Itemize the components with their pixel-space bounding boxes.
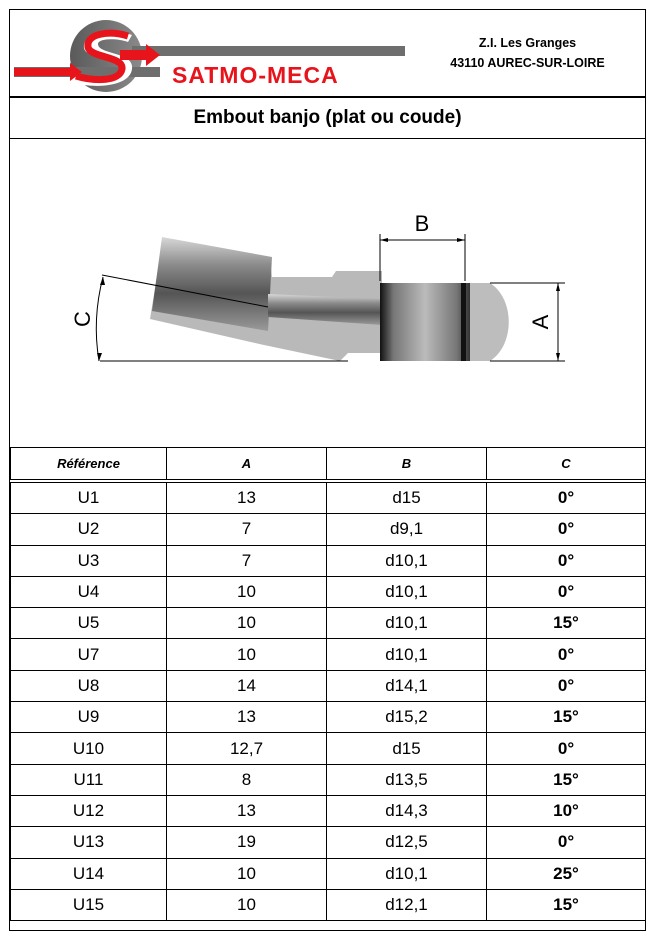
banjo-ring xyxy=(380,283,470,361)
cell-a: 7 xyxy=(167,514,327,545)
cell-reference: U14 xyxy=(11,858,167,889)
cell-b: d10,1 xyxy=(327,545,487,576)
table-header-row xyxy=(11,448,646,482)
table-row xyxy=(11,733,646,764)
cell-b: d13,5 xyxy=(327,764,487,795)
cell-b: d12,1 xyxy=(327,889,487,920)
table-row xyxy=(11,827,646,858)
cell-c: 0° xyxy=(487,545,646,576)
table-row xyxy=(11,889,646,920)
table-row xyxy=(11,576,646,607)
cell-reference: U2 xyxy=(11,514,167,545)
banjo-diagram xyxy=(10,139,645,447)
cell-c: 10° xyxy=(487,795,646,826)
table-row xyxy=(11,858,646,889)
cell-reference: U7 xyxy=(11,639,167,670)
cell-c: 15° xyxy=(487,608,646,639)
document-frame xyxy=(9,9,646,931)
cell-reference: U4 xyxy=(11,576,167,607)
cell-a: 8 xyxy=(167,764,327,795)
banjo-end xyxy=(470,283,509,361)
cell-a: 13 xyxy=(167,795,327,826)
cell-c: 15° xyxy=(487,702,646,733)
cell-reference: U3 xyxy=(11,545,167,576)
table-row xyxy=(11,639,646,670)
cell-c: 0° xyxy=(487,481,646,514)
cell-reference: U13 xyxy=(11,827,167,858)
cell-c: 0° xyxy=(487,827,646,858)
cell-b: d10,1 xyxy=(327,639,487,670)
cell-b: d12,5 xyxy=(327,827,487,858)
technical-drawing xyxy=(10,139,645,447)
table-row xyxy=(11,481,646,514)
cell-a: 10 xyxy=(167,576,327,607)
cell-reference: U9 xyxy=(11,702,167,733)
cell-c: 15° xyxy=(487,764,646,795)
table-row xyxy=(11,670,646,701)
table-row xyxy=(11,702,646,733)
document-title: Embout banjo (plat ou coude) xyxy=(193,107,462,128)
cell-reference: U10 xyxy=(11,733,167,764)
cell-a: 19 xyxy=(167,827,327,858)
cell-a: 13 xyxy=(167,481,327,514)
cell-a: 12,7 xyxy=(167,733,327,764)
letterhead xyxy=(10,10,645,98)
cell-reference: U8 xyxy=(11,670,167,701)
header-c: C xyxy=(487,448,646,482)
cell-c: 0° xyxy=(487,514,646,545)
cell-b: d15,2 xyxy=(327,702,487,733)
table-row xyxy=(11,764,646,795)
table-row xyxy=(11,795,646,826)
cell-reference: U12 xyxy=(11,795,167,826)
cell-reference: U15 xyxy=(11,889,167,920)
header-b: B xyxy=(327,448,487,482)
cell-b: d15 xyxy=(327,733,487,764)
cell-c: 0° xyxy=(487,576,646,607)
cell-b: d10,1 xyxy=(327,608,487,639)
cell-b: d15 xyxy=(327,481,487,514)
cell-b: d9,1 xyxy=(327,514,487,545)
cell-b: d14,3 xyxy=(327,795,487,826)
table-row xyxy=(11,545,646,576)
table-row xyxy=(11,514,646,545)
table-row xyxy=(11,608,646,639)
dimension-b-label: B xyxy=(414,211,430,236)
dimension-a-label: A xyxy=(527,314,553,330)
cell-a: 7 xyxy=(167,545,327,576)
cell-a: 13 xyxy=(167,702,327,733)
header-reference: Référence xyxy=(11,448,167,482)
dimension-c-label: C xyxy=(69,311,95,327)
cell-c: 0° xyxy=(487,733,646,764)
cell-c: 0° xyxy=(487,670,646,701)
header-a: A xyxy=(167,448,327,482)
cell-a: 14 xyxy=(167,670,327,701)
cell-reference: U1 xyxy=(11,481,167,514)
cell-b: d14,1 xyxy=(327,670,487,701)
cell-b: d10,1 xyxy=(327,858,487,889)
cell-reference: U5 xyxy=(11,608,167,639)
cell-a: 10 xyxy=(167,858,327,889)
address-line-2: 43110 AUREC-SUR-LOIRE xyxy=(450,56,605,70)
company-name: SATMO-MECA xyxy=(172,62,339,88)
cell-c: 0° xyxy=(487,639,646,670)
dimensions-table xyxy=(10,447,645,921)
cell-a: 10 xyxy=(167,608,327,639)
title-band xyxy=(10,98,645,139)
cell-a: 10 xyxy=(167,889,327,920)
cell-b: d10,1 xyxy=(327,576,487,607)
cell-reference: U11 xyxy=(11,764,167,795)
cell-a: 10 xyxy=(167,639,327,670)
cell-c: 15° xyxy=(487,889,646,920)
address-line-1: Z.I. Les Granges xyxy=(478,36,577,50)
cell-c: 25° xyxy=(487,858,646,889)
